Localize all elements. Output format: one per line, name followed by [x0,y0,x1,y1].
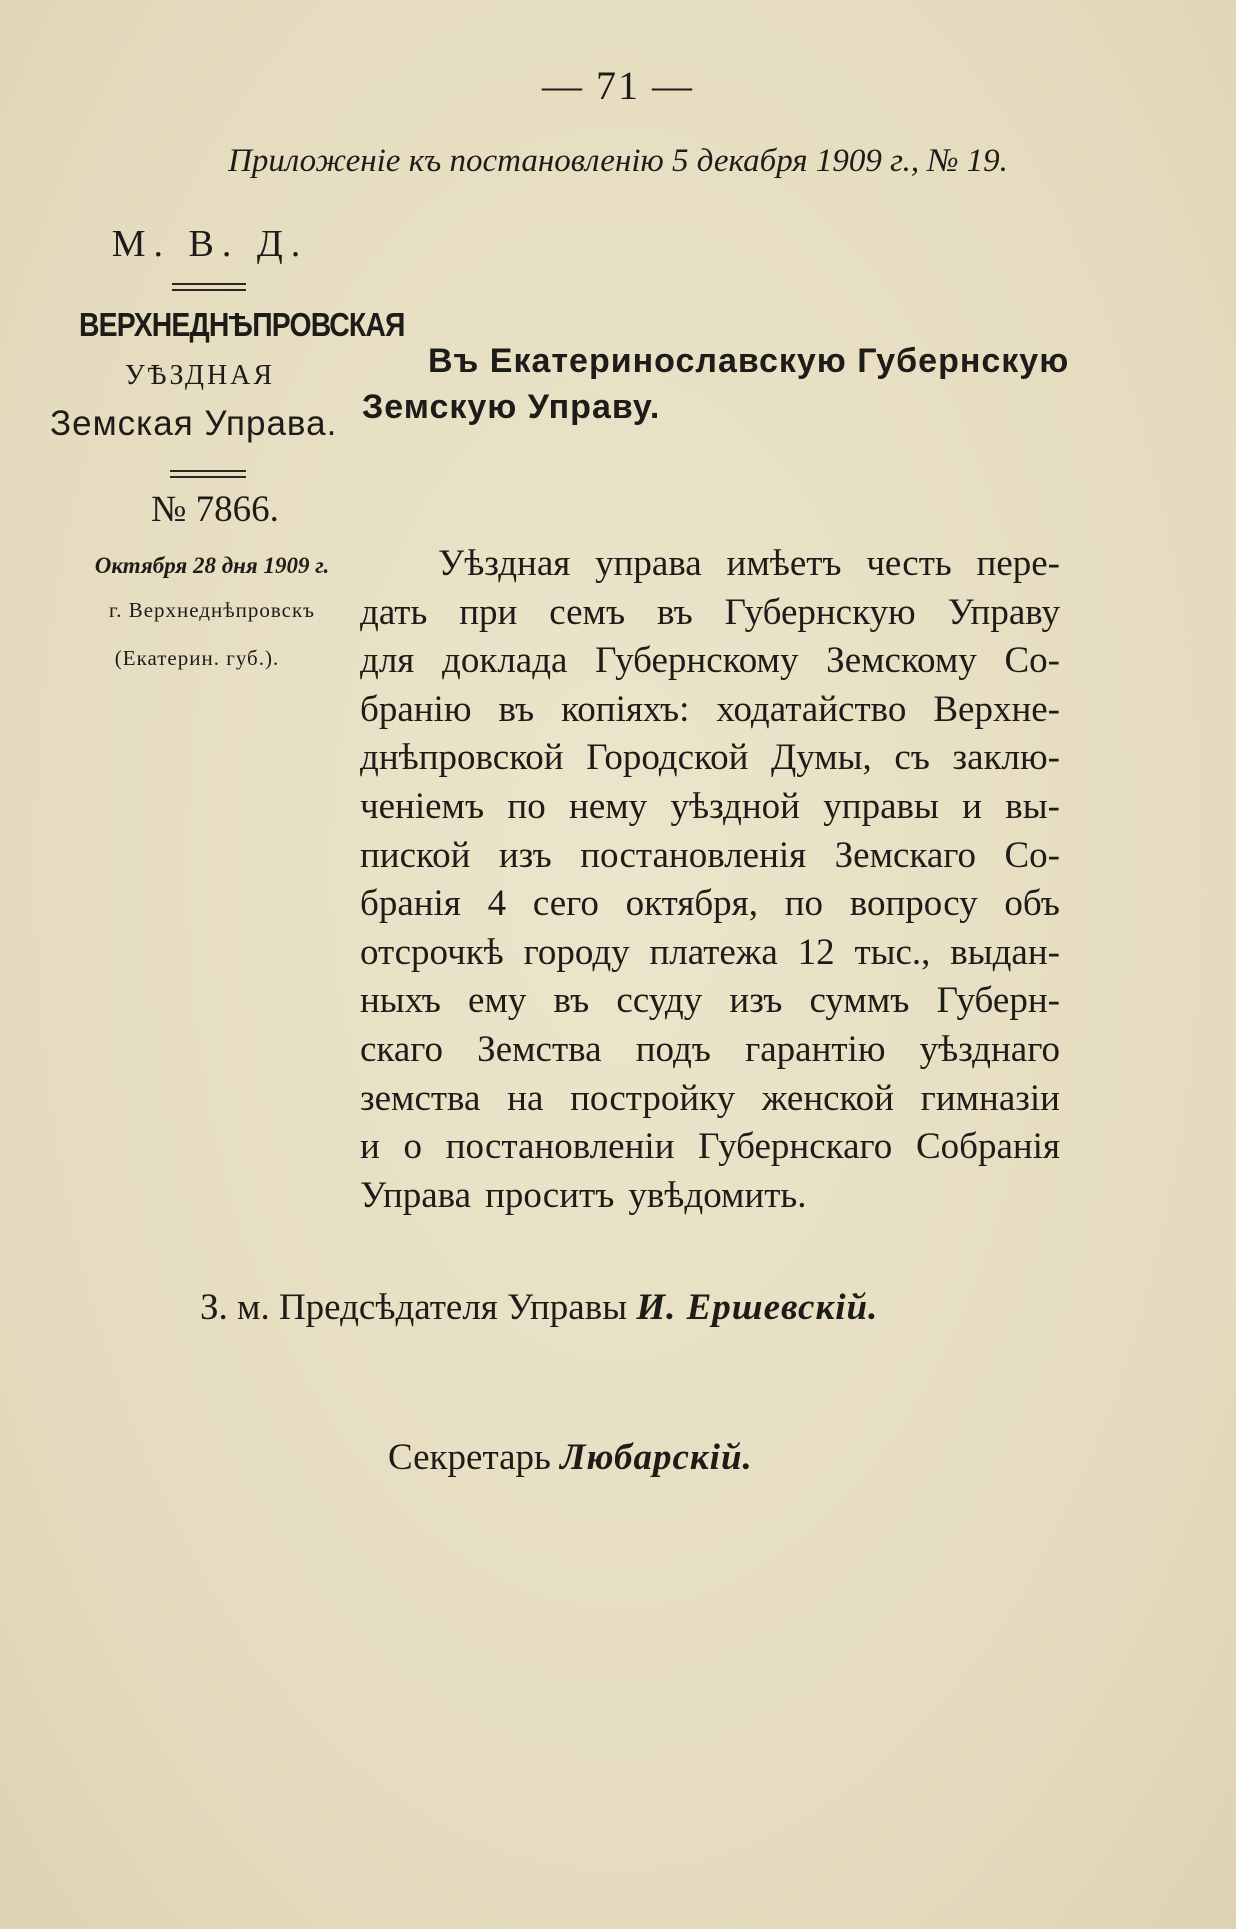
ministry-abbreviation: М. В. Д. [111,223,309,265]
body-line: Управа проситъ увѣдомить. [360,1174,807,1216]
board-name: ВЕРХНЕДНѢПРОВСКАЯ [79,306,405,343]
addressee-line: Въ Екатеринославскую Губернскую [428,342,1070,380]
secretary-title: Секретарь [388,1437,551,1478]
sender-city: г. Верхнеднѣпровскъ [108,598,316,622]
document-number: № 7866. [151,489,279,530]
body-line: бранію въ копіяхъ: ходатайство Верхне- [360,688,1060,730]
sender-guberniya: (Екатерин. губ.). [114,646,280,670]
addressee-line: Земскую Управу. [362,388,661,426]
chair-title: З. м. Предсѣдателя Управы [200,1287,628,1328]
body-line: для доклада Губернскому Земскому Со- [360,640,1060,682]
body-line: дать при семъ въ Губернскую Управу [360,591,1060,633]
body-line: отсрочкѣ городу платежа 12 тыс., выдан- [360,931,1060,973]
chair-signature-block [200,1286,878,1329]
body-line: днѣпровской Городской Думы, съ заклю- [360,737,1060,779]
secretary-signature: Любарскій. [560,1437,753,1478]
body-line: ченіемъ по нему уѣздной управы и вы- [360,785,1060,827]
body-line: ныхъ ему въ ссуду изъ суммъ Губерн- [360,980,1060,1022]
letter-body [360,540,1060,1220]
chair-signature: И. Ершевскій. [636,1287,879,1328]
body-line: и о постановленіи Губернскаго Собранія [360,1126,1060,1168]
appendix-note: Приложеніе къ постановленію 5 декабря 1909 г., № 19. [228,143,1008,179]
body-line: Уѣздная управа имѣетъ честь пере- [438,543,1060,584]
divider-rule [172,283,246,291]
body-line: бранія 4 сего октября, по вопросу объ [360,883,1060,925]
divider-rule [170,470,246,478]
document-date: Октября 28 дня 1909 г. [94,553,330,578]
body-line: пиской изъ постановленія Земскаго Со- [360,834,1060,876]
page-number: — 71 — [542,63,694,108]
secretary-signature-block [388,1436,753,1479]
board-title: Земская Управа. [50,404,338,443]
board-type: УѢЗДНАЯ [124,360,276,391]
body-line: земства на постройку женской гимназіи [360,1077,1060,1119]
body-line: скаго Земства подъ гарантію уѣзднаго [360,1028,1060,1070]
